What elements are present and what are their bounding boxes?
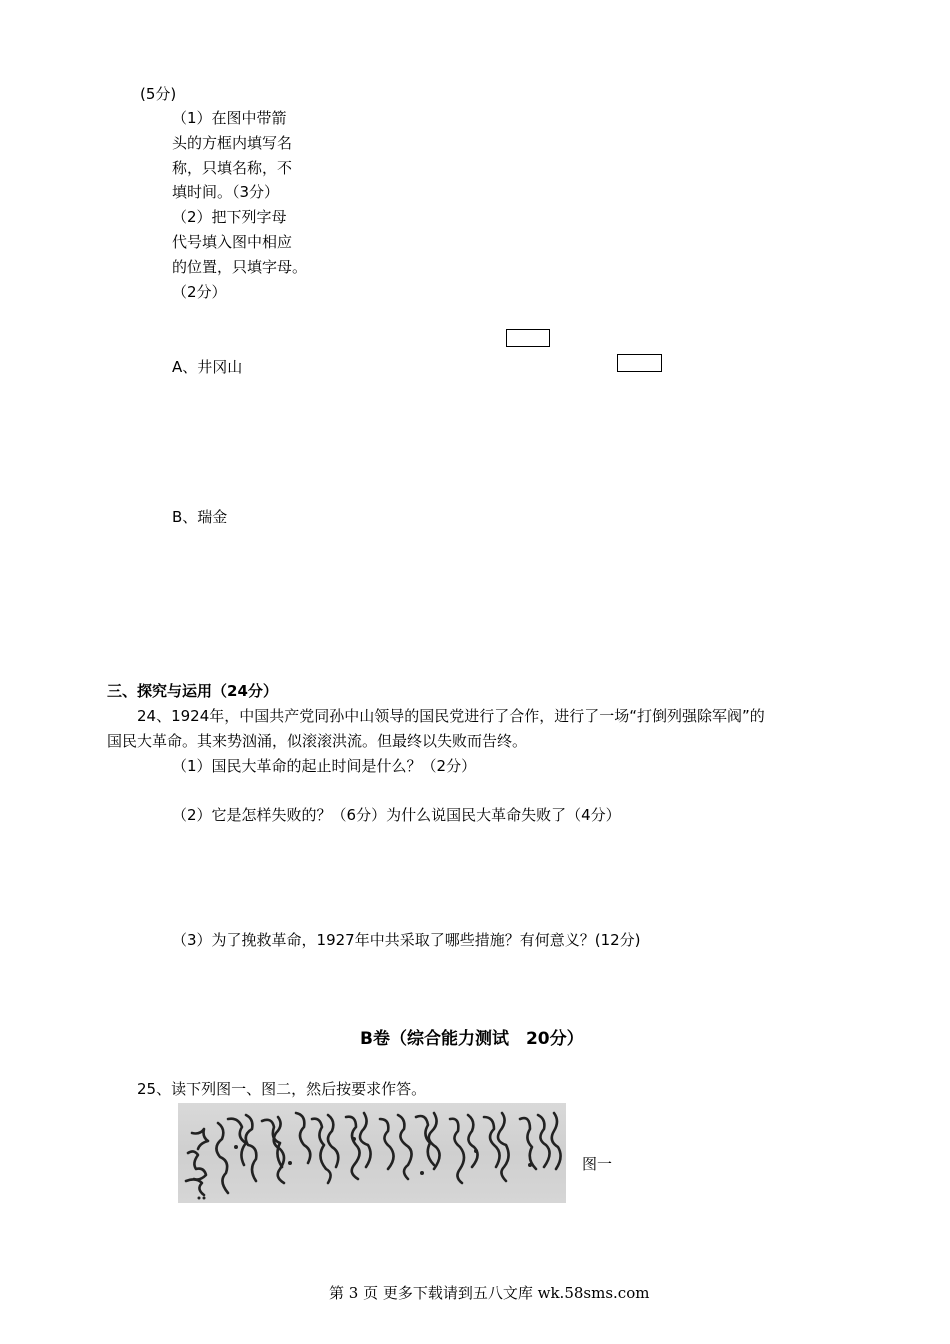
- q24-line-1: 24、1924年，中国共产党同孙中山领导的国民党进行了合作，进行了一场“打倒列强除军阀”的: [137, 707, 765, 725]
- figure-1-label: 图一: [582, 1155, 613, 1173]
- q23-part2-line: 代号填入图中相应: [172, 233, 293, 251]
- answer-box-1[interactable]: [506, 329, 550, 347]
- answer-box-2[interactable]: [617, 354, 662, 372]
- q24-sub-question-3: （3）为了挽救革命，1927年中共采取了哪些措施？有何意义？(12分): [172, 931, 641, 949]
- q23-part1-line: 称，只填名称，不: [172, 159, 293, 177]
- q23-score: (5分): [140, 85, 177, 103]
- q23-part1-line: 头的方框内填写名: [172, 134, 293, 152]
- section-3-heading: 三、探究与运用（24分）: [107, 682, 278, 700]
- option-b: B、瑞金: [172, 508, 228, 526]
- q23-part2-line: （2分）: [172, 283, 227, 301]
- q24-line-2: 国民大革命。其来势汹涌，似滚滚洪流。但最终以失败而告终。: [107, 732, 528, 750]
- option-a: A、井冈山: [172, 358, 243, 376]
- q23-part2-line: （2）把下列字母: [172, 208, 287, 226]
- q24-sub-question-1: （1）国民大革命的起止时间是什么？（2分）: [172, 757, 477, 775]
- page-footer: 第 3 页 更多下载请到五八文库 wk.58sms.com: [329, 1284, 650, 1302]
- calligraphy-image: [178, 1103, 566, 1203]
- q24-sub-question-2: （2）它是怎样失败的？（6分）为什么说国民大革命失败了（4分）: [172, 806, 621, 824]
- q23-part1-line: 填时间。（3分）: [172, 183, 280, 201]
- q23-part2-line: 的位置，只填字母。: [172, 258, 308, 276]
- section-b-title: B卷（综合能力测试 20分）: [360, 1029, 584, 1049]
- q25-text: 25、读下列图一、图二，然后按要求作答。: [137, 1080, 427, 1098]
- q23-part1-line: （1）在图中带箭: [172, 109, 287, 127]
- calligraphy-strokes: [178, 1103, 566, 1203]
